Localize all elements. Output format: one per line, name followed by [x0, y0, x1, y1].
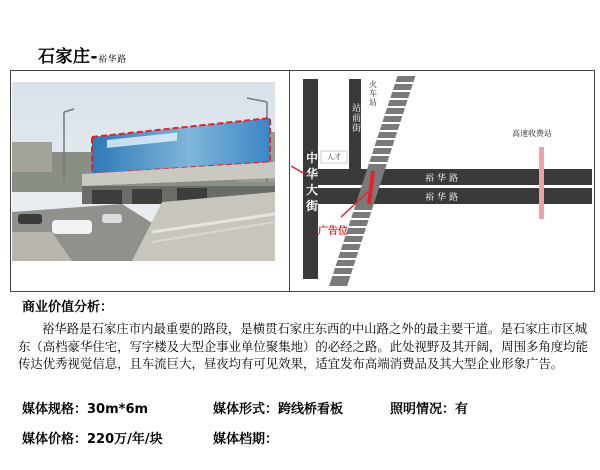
spec-light-label: 照明情况： [390, 402, 456, 417]
spec-price-label: 媒体价格： [22, 432, 88, 447]
frame-divider [289, 70, 290, 291]
spec-schedule-label: 媒体档期： [213, 432, 279, 447]
spec-form [213, 398, 343, 417]
spec-form-label: 媒体形式： [213, 402, 279, 417]
map-label-station-front: 站前街 [352, 104, 362, 134]
spec-schedule [213, 428, 278, 447]
page-title [38, 42, 127, 67]
spec-size [22, 398, 148, 417]
map-label-station: 火车站 [369, 80, 377, 107]
spec-form-value: 跨线桥看板 [278, 402, 344, 417]
analysis-text: 裕华路是石家庄市内最重要的路段，是横贯石家庄东西的中山路之外的最主要干道。是石家庄市区城东（高档豪华住宅，写字楼及大型企事业单位聚集地）的必经之路。此处视野及其开阔，周围多角度均能传达优秀视觉信息，且车流巨大，昼夜均有可见效果，适宜发布高端消费品及其大型企业形象广告。 [18, 321, 588, 371]
spec-light-value: 有 [455, 402, 469, 417]
analysis-heading: 商业价值分析： [22, 300, 114, 315]
map-label-ad-position: 广告位 [318, 226, 348, 237]
spec-price-value: 220万/年/块 [87, 432, 163, 447]
spec-price [22, 428, 163, 447]
map-label-toll-station: 高速收费站 [512, 129, 552, 138]
map-label-yuhua-1: 裕华路 [425, 174, 462, 184]
spec-size-value: 30m*6m [87, 402, 149, 417]
city-name: 石家庄- [38, 47, 99, 67]
map-label-talent: 人才 [327, 153, 341, 161]
spec-light [390, 398, 468, 417]
billboard-photo [12, 82, 275, 261]
spec-size-label: 媒体规格： [22, 402, 88, 417]
map-label-yuhua-2: 裕华路 [425, 193, 462, 203]
road-name: 裕华路 [98, 55, 127, 65]
map-label-zhonghua: 中华大街 [306, 151, 319, 213]
